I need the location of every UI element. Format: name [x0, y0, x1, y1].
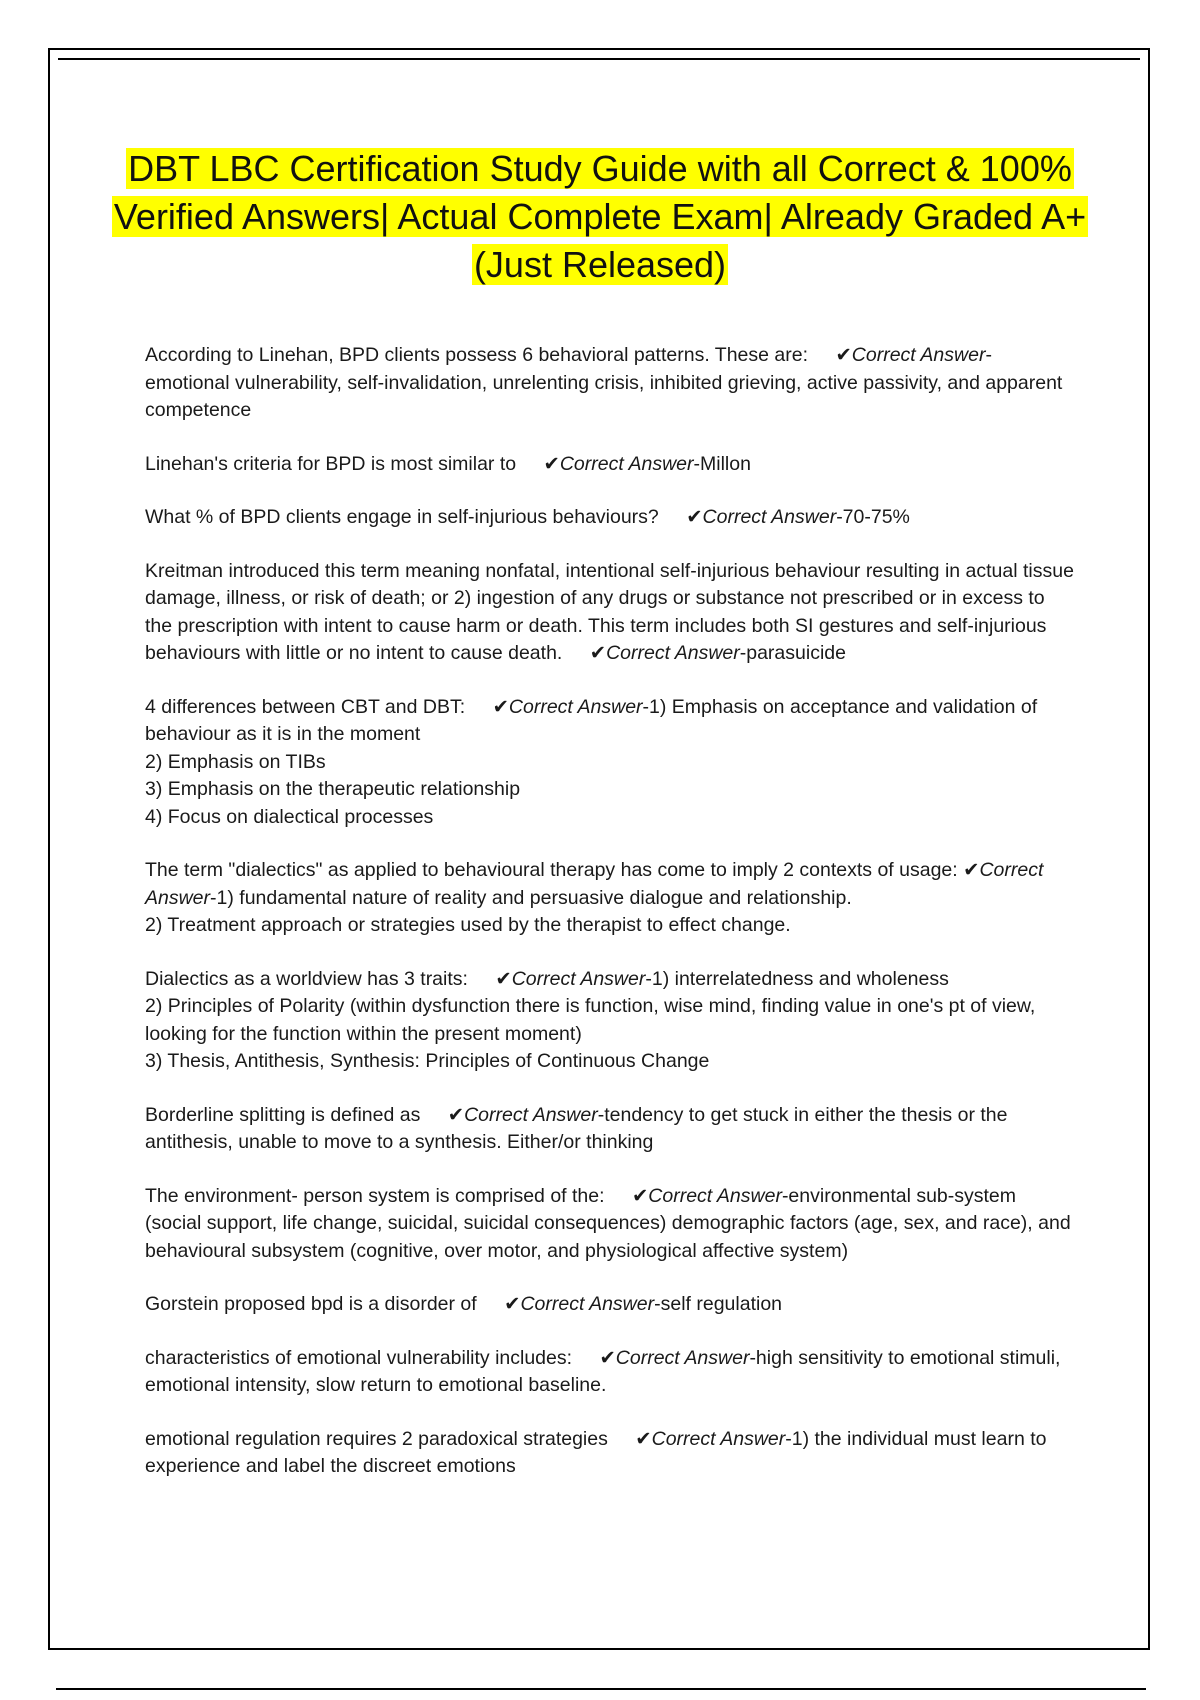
qa-item — [145, 451, 1075, 479]
answer-text: -self regulation — [654, 1293, 783, 1315]
question-text: characteristics of emotional vulnerability includes: — [145, 1346, 573, 1369]
question-text: According to Linehan, BPD clients possess 6 behavioral patterns. These are: — [145, 344, 809, 366]
document-title — [90, 145, 1110, 289]
correct-answer-marker: ✔Correct Answer — [635, 1427, 786, 1450]
question-text: emotional regulation requires 2 paradoxical strategies — [145, 1427, 608, 1450]
answer-line: 3) Thesis, Antithesis, Synthesis: Principles of Continuous Change — [145, 1050, 710, 1072]
answer-text: -Millon — [693, 452, 751, 475]
answer-text: -1) interrelatedness and wholeness — [645, 967, 949, 990]
correct-answer-marker: ✔Correct Answer — [495, 967, 646, 990]
question-text: The environment- person system is comprised of the: — [145, 1184, 605, 1207]
qa-item — [145, 1102, 1075, 1157]
qa-list — [145, 342, 1075, 1507]
qa-item — [145, 558, 1075, 668]
answer-line: 4) Focus on dialectical processes — [145, 805, 434, 828]
question-text: Gorstein proposed bpd is a disorder of — [145, 1293, 477, 1315]
correct-answer-marker: ✔Correct Answer — [543, 452, 694, 475]
correct-answer-marker: ✔Correct Answer — [589, 642, 740, 664]
question-text: Kreitman introduced this term meaning nonfatal, intentional self-injurious behaviour resulting in actual tissue damage, illness, or risk of death; or 2) ingestion of any drugs or substance not prescribed or in excess to the prescription with intent to cause harm or death. This term includes both SI gestures and self-injurious behaviours with little or no intent to cause death. — [145, 559, 1074, 664]
answer-line: 2) Principles of Polarity (within dysfunction there is function, wise mind, finding value in one's pt of view, looking for the function within the present moment) — [145, 995, 1036, 1045]
correct-answer-marker: ✔Correct Answer — [504, 1293, 655, 1315]
correct-answer-marker: ✔Correct Answer — [145, 859, 1044, 909]
qa-item — [145, 1291, 1075, 1319]
qa-item — [145, 857, 1075, 940]
answer-line: 2) Emphasis on TIBs — [145, 750, 326, 773]
correct-answer-marker: ✔Correct Answer — [686, 506, 837, 528]
answer-text: -environmental sub-system (social support, life change, suicidal, suicidal consequences) demographic factors (age, sex, and race), and behavioural subsystem (cognitive, over motor, and physiological affective system) — [145, 1184, 1071, 1262]
answer-text: -tendency to get stuck in either the thesis or the antithesis, unable to move to a synthesis. Either/or thinking — [145, 1103, 1008, 1153]
question-text: What % of BPD clients engage in self-injurious behaviours? — [145, 506, 659, 528]
question-text: Linehan's criteria for BPD is most similar to — [145, 452, 517, 475]
answer-text: -emotional vulnerability, self-invalidation, unrelenting crisis, inhibited grieving, active passivity, and apparent competence — [145, 344, 1063, 421]
question-text: 4 differences between CBT and DBT: — [145, 695, 466, 718]
qa-item — [145, 694, 1075, 832]
question-text: Dialectics as a worldview has 3 traits: — [145, 967, 468, 990]
qa-item — [145, 504, 1075, 532]
title-highlight: DBT LBC Certification Study Guide with all Correct & 100% Verified Answers| Actual Complete Exam| Already Graded A+ (Just Released) — [113, 148, 1087, 285]
answer-text: -1) Emphasis on acceptance and validation of behaviour as it is in the moment — [145, 695, 1038, 745]
answer-text: -1) the individual must learn to experience and label the discreet emotions — [145, 1427, 1047, 1477]
bottom-rule — [56, 1688, 1146, 1690]
answer-text: -70-75% — [836, 506, 910, 528]
qa-item — [145, 342, 1075, 425]
correct-answer-marker: ✔Correct Answer — [447, 1103, 598, 1126]
answer-line: 2) Treatment approach or strategies used by the therapist to effect change. — [145, 914, 791, 936]
answer-text: -1) fundamental nature of reality and persuasive dialogue and relationship. — [210, 886, 852, 909]
correct-answer-marker: ✔Correct Answer — [599, 1346, 750, 1369]
qa-item — [145, 1345, 1075, 1400]
correct-answer-marker: ✔Correct Answer — [492, 695, 643, 718]
qa-item — [145, 1183, 1075, 1266]
answer-line: 3) Emphasis on the therapeutic relationship — [145, 778, 521, 800]
qa-item — [145, 966, 1075, 1076]
correct-answer-marker: ✔Correct Answer — [631, 1184, 782, 1207]
qa-item — [145, 1426, 1075, 1481]
question-text: Borderline splitting is defined as — [145, 1103, 421, 1126]
answer-text: -parasuicide — [739, 642, 846, 664]
correct-answer-marker: ✔Correct Answer — [835, 344, 986, 366]
top-rule — [58, 58, 1140, 60]
answer-text: -high sensitivity to emotional stimuli, emotional intensity, slow return to emotional baseline. — [145, 1346, 1061, 1396]
question-text: The term "dialectics" as applied to behavioural therapy has come to imply 2 contexts of usage: — [145, 859, 958, 881]
